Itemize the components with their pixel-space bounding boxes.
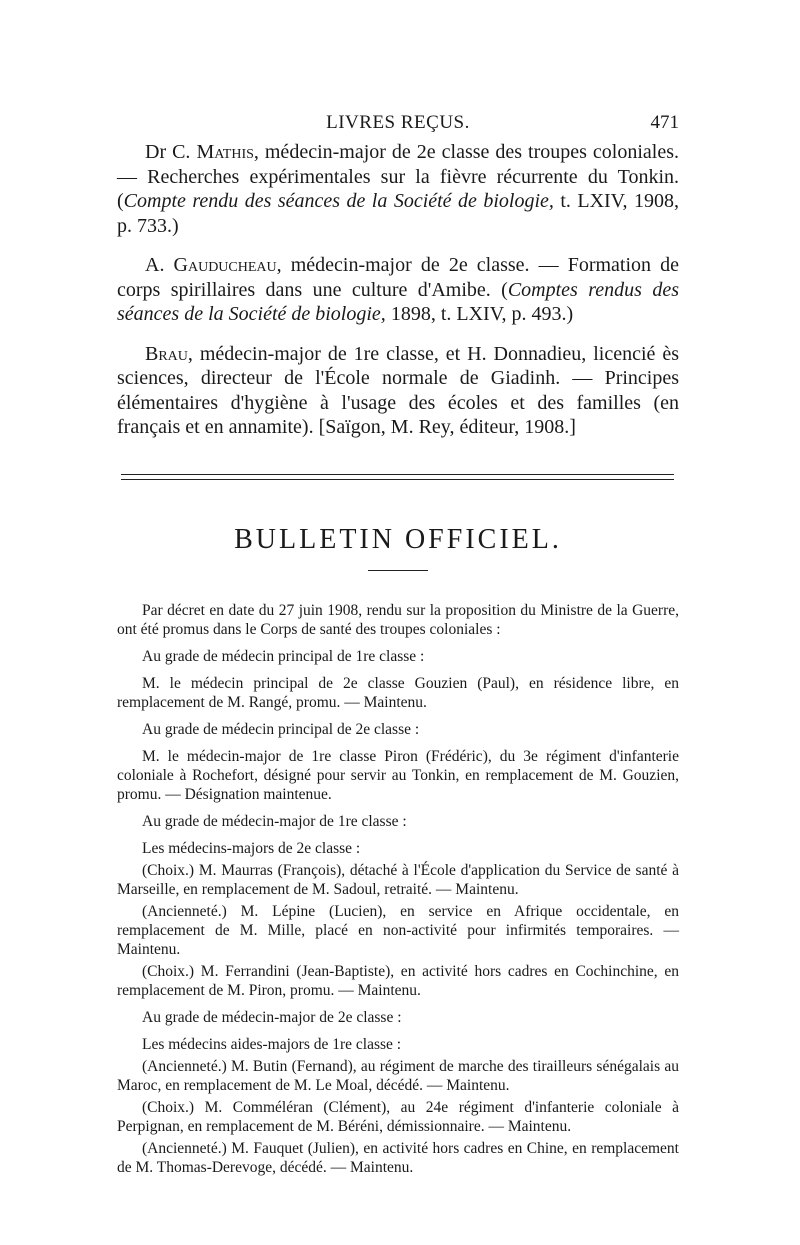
book-entry	[117, 342, 679, 440]
running-title: LIVRES REÇUS.	[326, 112, 470, 133]
journal-title: Comptes rendus des séances de la Société de biologie,	[117, 278, 679, 325]
bulletin-paragraph: Au grade de médecin-major de 1re classe :	[142, 812, 407, 830]
running-head	[117, 108, 679, 136]
entry-text: , médecin-major de 1re classe, et H. Donnadieu, licencié ès sciences, directeur de l'École normale de Giadinh. — Principes élémentaires d'hygiène à l'usage des écoles et des familles (en français et en annamite). [Saïgon, M. Rey, éditeur, 1908.]	[117, 342, 679, 438]
book-entry	[117, 140, 679, 238]
entry-prefix: Dr C.	[145, 141, 197, 163]
entry-text: , médecin-major de 2e classe des troupes coloniales. — Recherches expérimentales sur la fièvre récurrente du Tonkin. (	[117, 141, 680, 212]
author-name: Brau	[145, 342, 188, 365]
author-name: Gauducheau	[173, 254, 277, 276]
bulletin-paragraph: (Choix.) M. Comméléran (Clément), au 24e régiment d'infanterie coloniale à Perpignan, en remplacement de M. Béréni, démissionnaire. — Maintenu.	[117, 1098, 679, 1135]
books-received-list	[117, 140, 679, 440]
bulletin-paragraph: Les médecins-majors de 2e classe :	[142, 839, 361, 857]
book-entry	[117, 253, 679, 327]
title-underline	[368, 570, 428, 571]
entry-prefix: A.	[145, 254, 174, 276]
bulletin-paragraph: (Ancienneté.) M. Lépine (Lucien), en service en Afrique occidentale, en remplacement de M. Mille, placé en non-activité pour infirmités temporaires. — Maintenu.	[117, 902, 679, 958]
entry-reference: 1898, t. LXIV, p. 493.)	[385, 303, 574, 325]
bulletin-paragraph: Par décret en date du 27 juin 1908, rendu sur la proposition du Ministre de la Guerre, ont été promus dans le Corps de santé des troupes coloniales :	[117, 601, 679, 638]
bulletin-paragraph: M. le médecin principal de 2e classe Gouzien (Paul), en résidence libre, en remplacement de M. Rangé, promu. — Maintenu.	[117, 674, 679, 711]
document-page	[117, 108, 679, 1180]
journal-title: Compte rendu des séances de la Société de biologie,	[123, 190, 554, 212]
entry-text: , médecin-major de 2e classe. — Formation de corps spirillaires dans une culture d'Amibe. (	[117, 254, 679, 301]
bulletin-paragraph: Les médecins aides-majors de 1re classe :	[142, 1035, 402, 1053]
bulletin-paragraph: (Choix.) M. Maurras (François), détaché à l'École d'application du Service de santé à Marseille, en remplacement de M. Sadoul, retraité. — Maintenu.	[117, 861, 679, 898]
author-name: Mathis	[196, 141, 254, 163]
bulletin-paragraph: (Ancienneté.) M. Butin (Fernand), au régiment de marche des tirailleurs sénégalais au Maroc, en remplacement de M. Le Moal, décédé. — Maintenu.	[117, 1057, 679, 1094]
bulletin-paragraph: (Ancienneté.) M. Fauquet (Julien), en activité hors cadres en Chine, en remplacement de M. Thomas-Derevoge, décédé. — Maintenu.	[117, 1139, 679, 1176]
bulletin-paragraph: Au grade de médecin principal de 1re classe :	[142, 647, 425, 665]
bulletin-paragraph: (Choix.) M. Ferrandini (Jean-Baptiste), en activité hors cadres en Cochinchine, en remplacement de M. Piron, promu. — Maintenu.	[117, 962, 679, 999]
bulletin-paragraph: Au grade de médecin-major de 2e classe :	[142, 1008, 402, 1026]
entry-reference: t. LXIV, 1908, p. 733.)	[117, 190, 679, 237]
section-title: BULLETIN OFFICIEL.	[234, 523, 562, 555]
bulletin-paragraph: Au grade de médecin principal de 2e classe :	[142, 720, 420, 738]
bulletin-paragraph: M. le médecin-major de 1re classe Piron (Frédéric), du 3e régiment d'infanterie coloniale à Rochefort, désigné pour servir au Tonkin, en remplacement de M. Gouzien, promu. — Désignation maintenue.	[117, 747, 679, 803]
page-number: 471	[650, 112, 679, 133]
bulletin-body	[117, 601, 679, 1177]
section-divider	[121, 474, 674, 480]
